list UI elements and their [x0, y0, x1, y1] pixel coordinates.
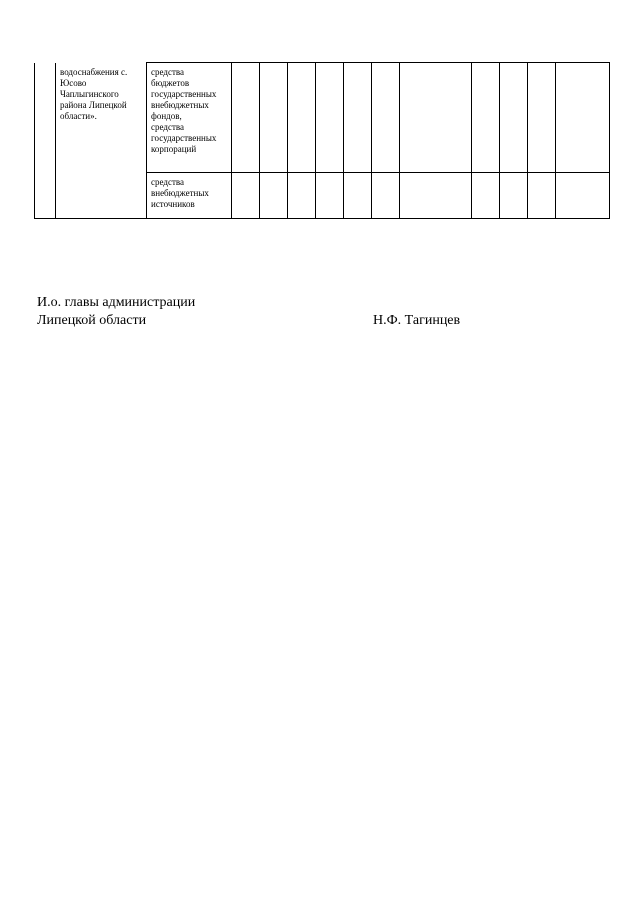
value-cell: [528, 173, 556, 219]
number-cell: [35, 63, 56, 219]
signatory-name: Н.Ф. Тагинцев: [373, 313, 461, 328]
table-row: [35, 63, 610, 173]
value-cell: [500, 63, 528, 173]
value-cell: [288, 63, 316, 173]
funding-source-label: средства бюджетов государственных внебюджетных фондов, средства государственных корпораций: [151, 67, 217, 154]
value-cell: [260, 63, 288, 173]
value-cell: [372, 63, 400, 173]
value-cell: [472, 173, 500, 219]
funding-table: [34, 62, 610, 219]
value-cell: [288, 173, 316, 219]
object-description: водоснабжения с. Юсово Чаплыгинского района Липецкой области».: [60, 66, 128, 121]
signatory-position-line1: И.о. главы администрации: [37, 295, 196, 310]
funding-source-label: средства внебюджетных источников: [151, 177, 209, 209]
value-cell: [260, 173, 288, 219]
signatory-position-line2: Липецкой области: [37, 313, 147, 328]
value-cell: [232, 63, 260, 173]
value-cell: [400, 173, 472, 219]
value-cell: [344, 63, 372, 173]
value-cell: [556, 173, 610, 219]
value-cell: [232, 173, 260, 219]
value-cell: [316, 63, 344, 173]
value-cell: [372, 173, 400, 219]
value-cell: [400, 63, 472, 173]
funding-source-cell: [147, 173, 232, 219]
funding-source-cell: [147, 63, 232, 173]
value-cell: [500, 173, 528, 219]
value-cell: [472, 63, 500, 173]
value-cell: [316, 173, 344, 219]
value-cell: [344, 173, 372, 219]
object-name-cell: [56, 63, 147, 219]
value-cell: [556, 63, 610, 173]
value-cell: [528, 63, 556, 173]
